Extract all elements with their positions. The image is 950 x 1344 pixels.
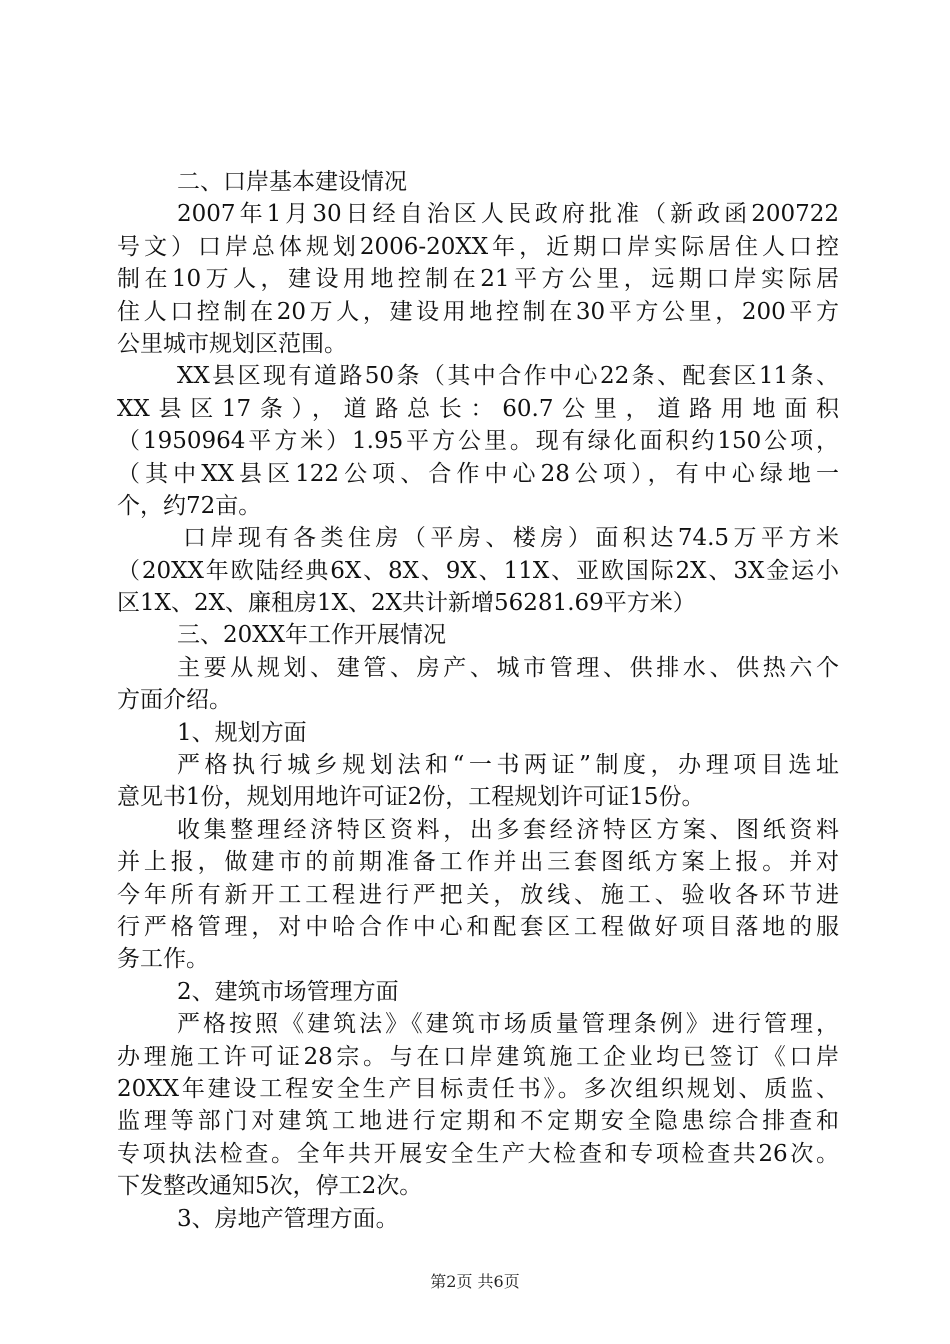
text-line: 区1X、2X、廉租房1X、2X共计新增56281.69平方米） [117,590,696,617]
text-line: 个，约72亩。 [117,492,262,519]
text-line: 住人口控制在20万人，建设用地控制在30平方公里，200平方 [117,298,839,325]
text-line: 1、规划方面 [177,719,307,746]
text-line: 严格执行城乡规划法和“一书两证”制度，办理项目选址 [177,752,839,779]
document-body [117,166,839,1235]
text-line: 今年所有新开工工程进行严把关，放线、施工、验收各环节进 [117,881,839,908]
text-line: 行严格管理，对中哈合作中心和配套区工程做好项目落地的服 [117,913,839,940]
text-line: 专项执法检查。全年共开展安全生产大检查和专项检查共26次。 [117,1140,839,1167]
text-line: 二、口岸基本建设情况 [177,169,407,195]
text-line: （1950964平方米）1.95平方公里。现有绿化面积约150公项， [117,428,839,455]
text-line: （其中XX县区122公项、合作中心28公项），有中心绿地一 [117,460,839,487]
text-line: 意见书1份，规划用地许可证2份，工程规划许可证15份。 [117,784,705,811]
text-line: 3、房地产管理方面。 [177,1205,399,1232]
text-line: 办理施工许可证28宗。与在口岸建筑施工企业均已签订《口岸 [117,1043,839,1070]
text-line: 收集整理经济特区资料，出多套经济特区方案、图纸资料 [177,816,839,843]
text-line: 号文）口岸总体规划2006-20XX年，近期口岸实际居住人口控 [117,233,839,260]
text-line: XX县区17条），道路总长：60.7公里，道路用地面积 [117,395,839,422]
text-line: （20XX年欧陆经典6X、8X、9X、11X、亚欧国际2X、3X金运小 [117,557,839,584]
text-line: 20XX年建设工程安全生产目标责任书》。多次组织规划、质监、 [117,1075,839,1102]
text-line: 主要从规划、建管、房产、城市管理、供排水、供热六个 [177,654,839,681]
text-line: 严格按照《建筑法》《建筑市场质量管理条例》进行管理， [177,1011,839,1038]
text-line: 2、建筑市场管理方面 [177,978,399,1005]
text-line: 口岸现有各类住房（平房、楼房）面积达74.5万平方米 [183,525,839,552]
page-footer: 第2页 共6页 [430,1272,520,1291]
text-line: XX县区现有道路50条（其中合作中心22条、配套区11条、 [177,363,839,390]
text-line: 并上报，做建市的前期准备工作并出三套图纸方案上报。并对 [117,849,839,876]
text-line: 制在10万人，建设用地控制在21平方公里，远期口岸实际居 [117,266,839,293]
text-line: 务工作。 [117,946,209,973]
text-line: 下发整改通知5次，停工2次。 [117,1173,423,1200]
text-line: 公里城市规划区范围。 [117,330,347,357]
text-line: 方面介绍。 [117,687,232,714]
text-line: 三、20XX年工作开展情况 [177,622,447,649]
text-line: 2007年1月30日经自治区人民政府批准（新政函200722 [177,201,839,228]
text-line: 监理等部门对建筑工地进行定期和不定期安全隐患综合排查和 [117,1108,839,1135]
